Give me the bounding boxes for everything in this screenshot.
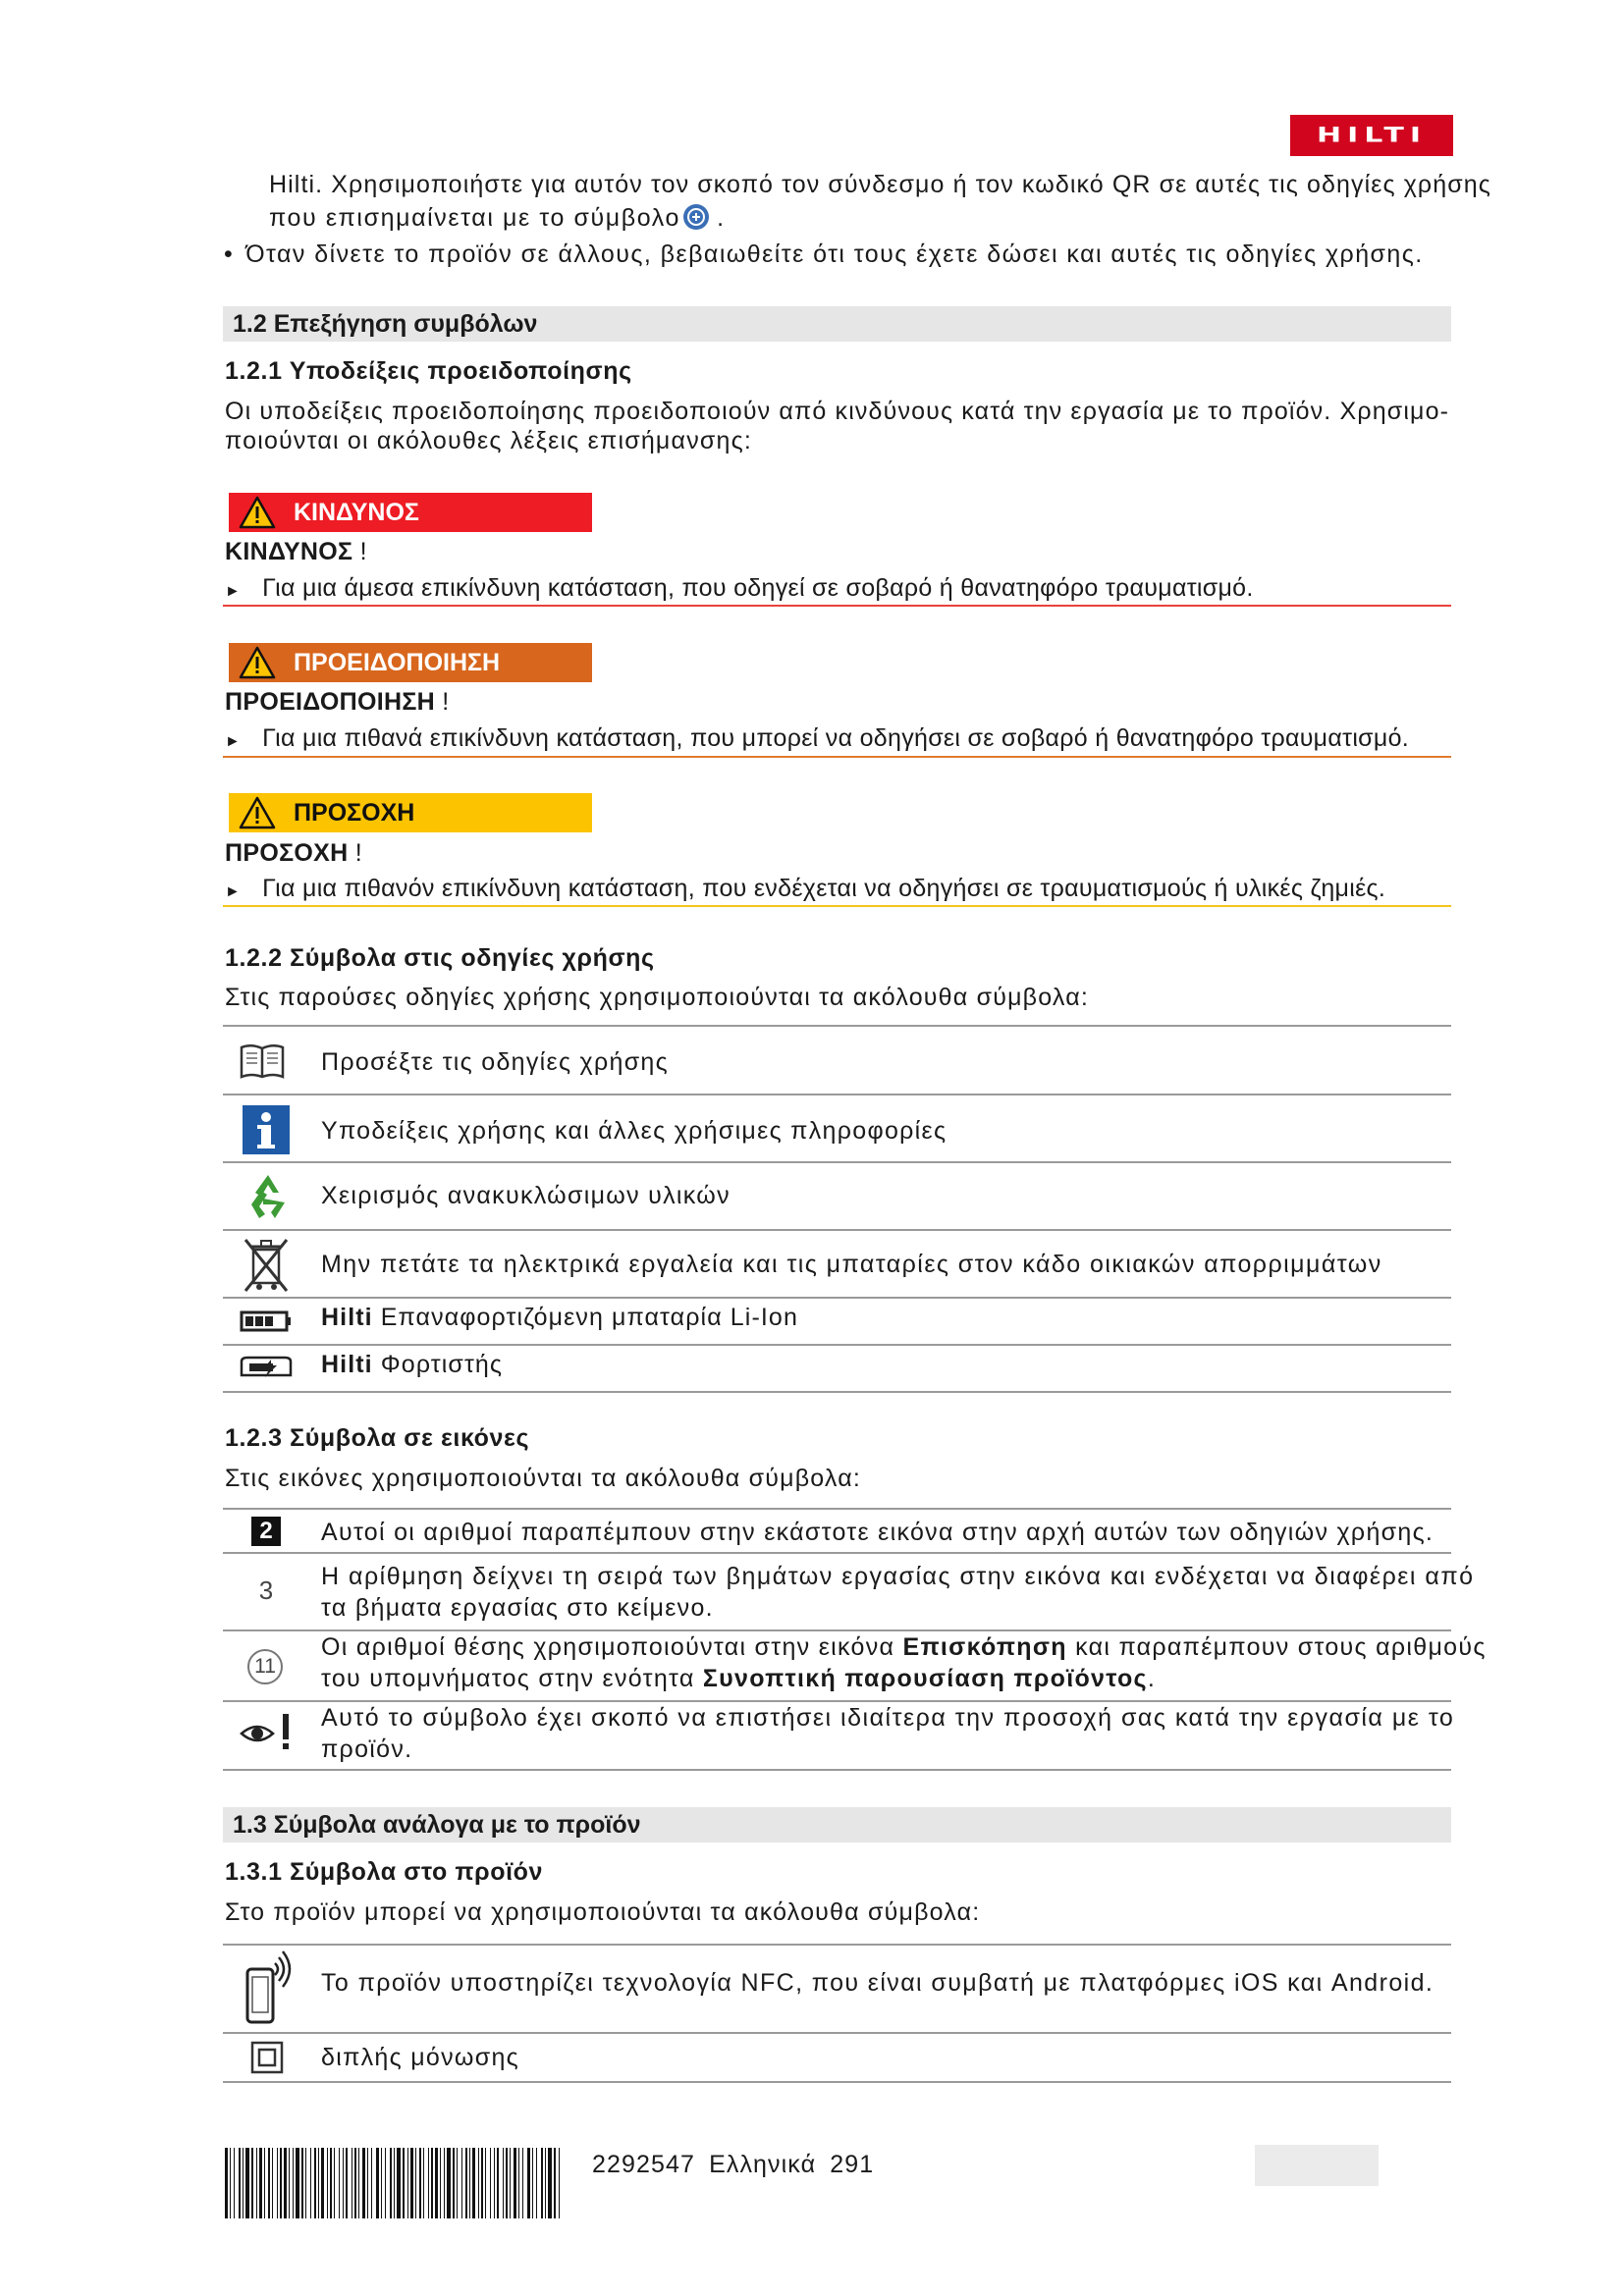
barcode-bar [310,2148,311,2218]
double-insulation-icon [249,2040,285,2075]
page-number: 291 [830,2151,875,2178]
barcode-bar [447,2148,451,2218]
subsection-1-2-2-intro: Στις παρούσες οδηγίες χρήσης χρησιμοποιούνται τα ακόλουθα σύμβολα: [225,984,1090,1011]
subsection-1-2-1-text-1: Οι υποδείξεις προειδοποίησης προειδοποιούν από κινδύνους κατά την εργασία με το προϊόν. Χρησιμο- [225,398,1450,425]
table-rule [223,1508,1451,1510]
table-rule [223,1944,1451,1946]
table-rule [223,1344,1451,1346]
barcode-bar [358,2148,359,2218]
barcode-bar [527,2148,530,2218]
subsection-1-3-1-intro: Στο προϊόν μπορεί να χρησιμοποιούνται τα ακόλουθα σύμβολα: [225,1898,981,1926]
barcode-bar [410,2148,413,2218]
table-cell: Χειρισμός ανακυκλώσιμων υλικών [321,1182,731,1209]
arrow-bullet-icon: ► [225,883,242,900]
signal-word-warning-box [229,643,592,682]
footer-page-info [592,2149,874,2180]
barcode-bar [444,2148,445,2218]
barcode-bar [371,2148,372,2218]
barcode-bar [541,2148,543,2218]
table-rule [223,1025,1451,1027]
barcode-bar [510,2148,511,2218]
barcode-bar [497,2148,499,2218]
barcode-bar [407,2148,408,2218]
barcode-bar [394,2148,395,2218]
brand-bold: Hilti [321,1351,373,1378]
danger-text: ► Για μια άμεσα επικίνδυνη κατάσταση, που οδηγεί σε σοβαρό ή θανατηφόρο τραυματισμό. [225,574,1254,602]
bullet-dot: • [224,240,235,268]
table-cell: Η αρίθμηση δείχνει τη σειρά των βημάτων εργασίας στην εικόνα και ενδέχεται να διαφέρει από [321,1563,1475,1590]
barcode-bar [376,2148,379,2218]
arrow-bullet-icon: ► [225,583,242,600]
language: Ελληνικά [709,2151,817,2178]
barcode-bar [362,2148,365,2218]
barcode-bar [314,2148,316,2218]
barcode-bar [305,2148,306,2218]
table-cell: προϊόν. [321,1735,413,1763]
barcode-bar [264,2148,265,2218]
barcode-bar [536,2148,537,2218]
barcode-bar [506,2148,508,2218]
subsection-1-2-1-title: 1.2.1 Υποδείξεις προειδοποίησης [225,357,632,385]
signal-word-danger-box [229,493,592,532]
info-icon [241,1103,292,1156]
charger-icon [237,1350,296,1385]
figure-number-badge: 2 [251,1517,281,1546]
step-number: 3 [258,1575,274,1605]
section-1-3-title: 1.3 Σύμβολα ανάλογα με το προϊόν [223,1807,1451,1842]
table-rule [223,1769,1451,1771]
crossed-bin-icon [241,1235,292,1294]
barcode-bar [435,2148,438,2218]
barcode-bar [234,2148,235,2218]
footer-gray-box [1255,2145,1379,2186]
table-rule [223,1229,1451,1231]
barcode-bar [559,2148,560,2218]
battery-icon [239,1305,294,1338]
barcode-bar [230,2148,231,2218]
barcode-bar [346,2148,348,2218]
table-cell: του υπομνήματος στην ενότητα Συνοπτική παρουσίαση προϊόντος. [321,1665,1157,1692]
barcode-bar [381,2148,382,2218]
position-number-circle: 11 [247,1649,283,1684]
subsection-1-2-2-title: 1.2.2 Σύμβολα στις οδηγίες χρήσης [225,944,655,972]
intro-line-1: Hilti. Χρησιμοποιήστε για αυτόν τον σκοπό τον σύνδεσμο ή τον κωδικό QR σε αυτές τις οδηγίες χρήσης [269,171,1491,198]
table-rule [223,1094,1451,1095]
barcode-bar [268,2148,270,2218]
intro-bullet-text: Όταν δίνετε το προϊόν σε άλλους, βεβαιωθείτε ότι τους έχετε δώσει και αυτές τις οδηγίες χρήσης. [245,240,1424,268]
caution-rule [223,905,1451,907]
caution-heading: ΠΡΟΣΟΧΗ ! [225,839,362,867]
barcode-bar [277,2148,278,2218]
barcode-bar [339,2148,340,2218]
signal-word-caution-box [229,793,592,832]
barcode-bar [415,2148,416,2218]
table-cell: Οι αριθμοί θέσης χρησιμοποιούνται στην εικόνα Επισκόπηση και παραπέμπουν στους αριθμούς [321,1633,1487,1661]
barcode-bar [478,2148,479,2218]
table-cell: Αυτό το σύμβολο έχει σκοπό να επιστήσει ιδιαίτερα την προσοχή σας κατά την εργασία με το [321,1704,1455,1732]
warning-rule [223,756,1451,758]
doc-number: 2292547 [592,2151,696,2178]
intro-line-2-text: που επισημαίνεται με το σύμβολο [269,204,681,232]
intro-line-2 [269,202,726,234]
warning-heading: ΠΡΟΕΙΔΟΠΟΙΗΣΗ ! [225,688,450,716]
table-rule [223,1161,1451,1163]
barcode-bar [330,2148,332,2218]
table-cell-text: Επαναφορτιζόμενη μπαταρία Li-Ion [380,1304,798,1331]
barcode-bar [548,2148,552,2218]
barcode-bar [554,2148,556,2218]
barcode-bar [354,2148,356,2218]
barcode-bar [440,2148,441,2218]
arrow-bullet-icon: ► [225,733,242,750]
barcode-bar [403,2148,405,2218]
barcode-bar [225,2148,228,2218]
subsection-1-2-1-text-2: ποιούνται οι ακόλουθες λέξεις επισήμανσης: [225,427,753,454]
barcode-bar [472,2148,475,2218]
barcode-bar [334,2148,335,2218]
table-cell-text: Φορτιστής [380,1351,504,1378]
barcode-bar [469,2148,470,2218]
table-cell: Το προϊόν υποστηρίζει τεχνολογία NFC, που είναι συμβατή με πλατφόρμες iOS και Android. [321,1969,1435,1997]
table-rule [223,2081,1451,2083]
barcode-bar [431,2148,433,2218]
manual-icon [237,1039,288,1084]
barcode-bar [243,2148,244,2218]
barcode-bar [289,2148,290,2218]
barcode-bar [259,2148,262,2218]
warning-triangle-icon [239,646,276,679]
barcode-bar [251,2148,253,2218]
barcode [225,2148,561,2218]
table-cell: Αυτοί οι αριθμοί παραπέμπουν στην εκάστοτε εικόνα στην αρχή αυτών των οδηγιών χρήσης. [321,1519,1435,1546]
barcode-bar [280,2148,282,2218]
barcode-bar [481,2148,483,2218]
barcode-bar [296,2148,299,2218]
barcode-bar [485,2148,486,2218]
danger-rule [223,605,1451,607]
barcode-bar [272,2148,273,2218]
barcode-bar [318,2148,319,2218]
barcode-bar [490,2148,491,2218]
warning-text: ► Για μια πιθανά επικίνδυνη κατάσταση, που μπορεί να οδηγήσει σε σοβαρό ή θανατηφόρο τραυματισμό. [225,724,1410,752]
subsection-1-2-3-intro: Στις εικόνες χρησιμοποιούνται τα ακόλουθα σύμβολα: [225,1465,862,1492]
recycle-icon [241,1168,296,1223]
table-rule [223,1391,1451,1393]
signal-word-warning-label: ΠΡΟΕΙΔΟΠΟΙΗΣΗ [294,649,501,676]
caution-text: ► Για μια πιθανόν επικίνδυνη κατάσταση, που ενδέχεται να οδηγήσει σε τραυματισμούς ή υλικές ζημιές. [225,875,1386,902]
section-1-2-title: 1.2 Επεξήγηση συμβόλων [223,306,1451,342]
barcode-bar [428,2148,429,2218]
barcode-bar [532,2148,533,2218]
barcode-bar [390,2148,392,2218]
barcode-bar [301,2148,303,2218]
signal-word-caution-label: ΠΡΟΣΟΧΗ [294,799,415,827]
table-cell: τα βήματα εργασίας στο κείμενο. [321,1594,714,1622]
brand-bold: Hilti [321,1304,373,1331]
barcode-bar [367,2148,368,2218]
barcode-bar [343,2148,344,2218]
barcode-bar [245,2148,249,2218]
table-cell [321,1349,503,1380]
barcode-bar [321,2148,324,2218]
barcode-bar [545,2148,546,2218]
table-cell: Υποδείξεις χρήσης και άλλες χρήσιμες πληροφορίες [321,1117,947,1145]
barcode-bar [457,2148,458,2218]
barcode-bar [514,2148,516,2218]
barcode-bar [239,2148,241,2218]
barcode-bar [397,2148,401,2218]
nfc-phone-icon [240,1949,295,2030]
table-cell: διπλής μόνωσης [321,2044,520,2071]
subsection-1-3-1-title: 1.3.1 Σύμβολα στο προϊόν [225,1858,544,1886]
barcode-bar [423,2148,424,2218]
barcode-bar [419,2148,421,2218]
web-link-icon[interactable] [683,204,709,230]
table-cell [321,1302,798,1333]
intro-bullet [224,239,1424,270]
warning-triangle-icon [239,796,276,829]
barcode-bar [461,2148,462,2218]
barcode-bar [518,2148,519,2218]
barcode-bar [522,2148,523,2218]
table-cell: Προσέξτε τις οδηγίες χρήσης [321,1048,669,1076]
intro-line-2-end: . [717,204,726,232]
barcode-bar [385,2148,386,2218]
barcode-bar [453,2148,455,2218]
barcode-bar [284,2148,287,2218]
subsection-1-2-3-title: 1.2.3 Σύμβολα σε εικόνες [225,1424,530,1452]
barcode-bar [256,2148,257,2218]
barcode-bar [327,2148,328,2218]
table-rule [223,2032,1451,2034]
danger-heading: ΚΙΝΔΥΝΟΣ ! [225,538,367,565]
table-rule [223,1552,1451,1554]
eye-attention-icon [240,1710,298,1753]
barcode-bar [465,2148,467,2218]
barcode-bar [494,2148,495,2218]
signal-word-danger-label: ΚΙΝΔΥΝΟΣ [294,499,419,526]
hilti-logo: HILTI [1290,115,1453,156]
warning-triangle-icon [239,496,276,529]
table-rule [223,1297,1451,1299]
barcode-bar [293,2148,294,2218]
barcode-bar [503,2148,504,2218]
table-cell: Μην πετάτε τα ηλεκτρικά εργαλεία και τις μπαταρίες στον κάδο οικιακών απορριμμάτων [321,1251,1382,1278]
